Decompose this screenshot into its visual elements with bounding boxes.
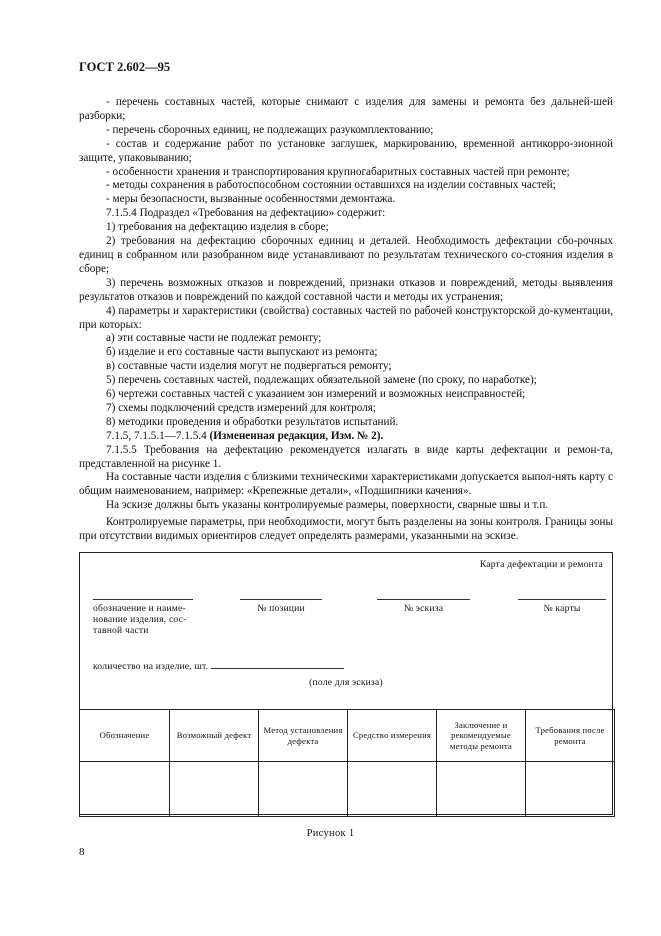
defect-table (79, 709, 615, 817)
blank-line (240, 599, 322, 600)
column-header: Возможный дефект (170, 710, 259, 762)
paragraph: - методы сохранения в работоспособном состоянии оставшихся на изделии составных частей; (106, 179, 556, 192)
quantity-label: количество на изделие, шт. (93, 661, 209, 672)
position-field (240, 599, 322, 614)
paragraph: 8) методики проведения и обработки результатов испытаний. (106, 415, 399, 428)
card-number-label: № карты (543, 603, 581, 614)
sketch-number-field (377, 599, 470, 614)
quantity-field (93, 659, 344, 672)
table-cell (80, 762, 170, 817)
paragraph: 7) схемы подключений средств измерений для контроля; (106, 401, 377, 414)
paragraph: 4) параметры и характеристики (свойства) составных частей по рабочей конструкторской до-кументации, при которых: (79, 304, 613, 331)
column-header: Заключение и рекомендуемые методы ремонта (437, 710, 526, 762)
paragraph: 2) требования на дефектацию сборочных единиц и деталей. Необходимость дефектации сбо-рочных единиц в собранном или разобранном виде устанавливают по результатам технического со-стояния изделия в сборе; (79, 235, 613, 275)
card-number-field (518, 599, 606, 614)
paragraph: - перечень сборочных единиц, не подлежащих разукомплектованию; (106, 123, 434, 136)
sketch-number-label: № эскиза (403, 603, 444, 614)
paragraph: - состав и содержание работ по установке заглушек, маркированию, временной антикорро-зионной защите, упаковыванию; (79, 137, 613, 164)
blank-line (377, 599, 470, 600)
paragraph: 7.1.5.5 Требования на дефектацию рекомендуется излагать в виде карты дефектации и ремон-та, представленной на рисунке 1. (79, 443, 613, 470)
position-label: № позиции (257, 603, 305, 614)
blank-line (518, 599, 606, 600)
blank-line (93, 599, 193, 600)
table-cell (348, 762, 437, 817)
sketch-field-label: (поле для эскиза) (309, 677, 383, 688)
table-row (80, 762, 615, 817)
paragraph: б) изделие и его составные части выпускают из ремонта; (106, 346, 378, 359)
paragraph: 7.1.5.4 Подраздел «Требования на дефектацию» содержит: (106, 207, 386, 220)
paragraph: - перечень составных частей, которые снимают с изделия для замены и ремонта без дальней-шей разборки; (79, 96, 613, 122)
defect-repair-card (79, 552, 613, 815)
designation-label: обозначение и наиме-нование изделия, сос-тавной части (93, 603, 187, 636)
amendment-note (79, 430, 613, 444)
paragraph: 3) перечень возможных отказов и повреждений, признаки отказов и повреждений, методы выявления результатов отказов и повреждений по каждой составной части и методы их устранения; (79, 276, 613, 303)
table-cell (526, 762, 615, 817)
card-title: Карта дефектации и ремонта (479, 559, 603, 570)
paragraph: - меры безопасности, вызванные особенностями демонтажа. (106, 193, 396, 206)
body-text (79, 96, 613, 544)
table-cell (259, 762, 348, 817)
column-header: Требования после ремонта (526, 710, 615, 762)
designation-field (93, 599, 208, 636)
amendment-ref: 7.1.5, 7.1.5.1—7.1.5.4 (106, 429, 207, 442)
paragraph: 6) чертежи составных частей с указанием зон измерений и возможных неисправностей; (106, 388, 526, 401)
table-cell (437, 762, 526, 817)
amendment-label: (Измененная редакция, Изм. № 2). (209, 429, 384, 442)
blank-line (211, 659, 344, 669)
paragraph: - особенности хранения и транспортирования крупногабаритных составных частей при ремонте; (106, 165, 570, 178)
document-header: ГОСТ 2.602—95 (79, 60, 171, 74)
table-header-row (80, 710, 615, 762)
column-header: Обозначение (80, 710, 170, 762)
column-header: Метод установления дефекта (259, 710, 348, 762)
paragraph: а) эти составные части не подлежат ремонту; (106, 332, 322, 345)
paragraph: в) составные части изделия могут не подвергаться ремонту; (106, 360, 392, 373)
table-cell (170, 762, 259, 817)
paragraph: 1) требования на дефектацию изделия в сборе; (106, 221, 329, 234)
paragraph: Контролируемые параметры, при необходимости, могут быть разделены на зоны контроля. Границы зоны при отсутствии видимых ориентиров следует определять размерами, указанными на эскизе. (79, 516, 613, 543)
column-header: Средство измерения (348, 710, 437, 762)
figure-caption: Рисунок 1 (306, 828, 355, 839)
page-number: 8 (79, 846, 85, 858)
paragraph: На эскизе должны быть указаны контролируемые размеры, поверхности, сварные швы и т.п. (106, 499, 549, 512)
paragraph: На составные части изделия с близкими техническими характеристиками допускается выпол-нять карту с общим наименованием, например: «Крепежные детали», «Подшипники качения». (79, 471, 613, 498)
paragraph: 5) перечень составных частей, подлежащих обязательной замене (по сроку, по наработке); (106, 374, 537, 387)
